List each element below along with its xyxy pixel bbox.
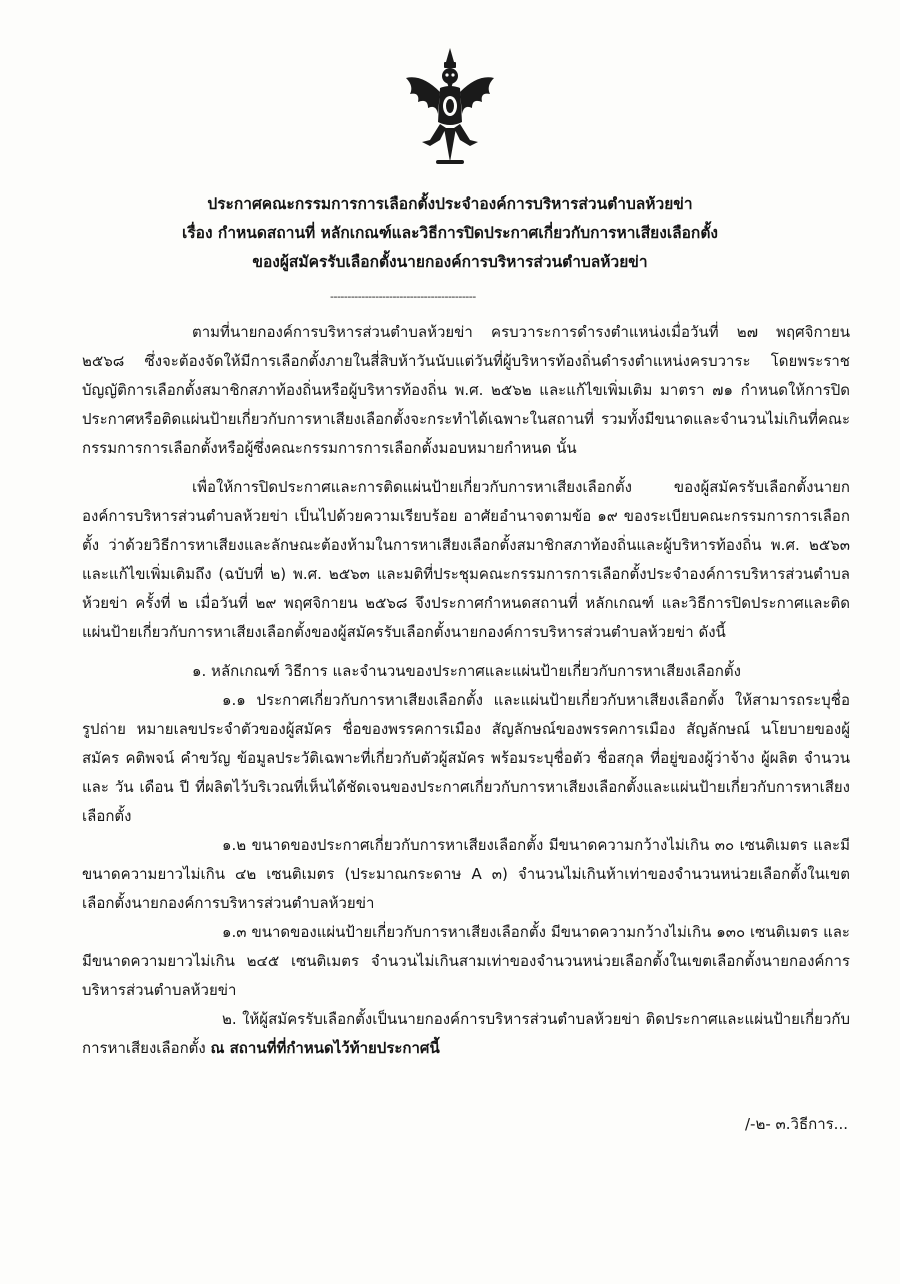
section-1-3: ๑.๓ ขนาดของแผ่นป้ายเกี่ยวกับการหาเสียงเลือกตั้ง มีขนาดความกว้างไม่เกิน ๑๓๐ เซนติเมตร และมีขนาดความยาวไม่เกิน ๒๔๕ เซนติเมตร จำนวนไม่เกินสามเท่าของจำนวนหน่วยเลือกตั้งในเขตเลือกตั้งนายกองค์การบริหารส่วนตำบลห้วยข่า bbox=[82, 923, 850, 999]
section-2-text: ๒. ให้ผู้สมัครรับเลือกตั้งเป็นนายกองค์การบริหารส่วนตำบลห้วยข่า ติดประกาศและแผ่นป้ายเกี่ยวกับการหาเสียงเลือกตั้ง bbox=[82, 1010, 850, 1057]
heading-line-3: ของผู้สมัครรับเลือกตั้งนายกองค์การบริหารส่วนตำบลห้วยข่า bbox=[252, 253, 648, 271]
paragraph-2: เพื่อให้การปิดประกาศและการติดแผ่นป้ายเกี่ยวกับการหาเสียงเลือกตั้ง ของผู้สมัครรับเลือกตั้งนายกองค์การบริหารส่วนตำบลห้วยข่า เป็นไปด้วยความเรียบร้อย อาศัยอำนาจตามข้อ ๑๙ ของระเบียบคณะกรรมการการเลือกตั้ง ว่าด้วยวิธีการหาเสียงและลักษณะต้องห้ามในการหาเสียงเลือกตั้งสมาชิกสภาท้องถิ่นและผู้บริหารท้องถิ่น พ.ศ. ๒๕๖๓ และแก้ไขเพิ่มเติมถึง (ฉบับที่ ๒) พ.ศ. ๒๕๖๓ และมติที่ประชุมคณะกรรมการการเลือกตั้งประจำองค์การบริหารส่วนตำบลห้วยข่า ครั้งที่ ๒ เมื่อวันที่ ๒๙ พฤศจิกายน ๒๕๖๘ จึงประกาศกำหนดสถานที่ หลักเกณฑ์ และวิธีการปิดประกาศและติดแผ่นป้ายเกี่ยวกับการหาเสียงเลือกตั้งของผู้สมัครรับเลือกตั้งนายกองค์การบริหารส่วนตำบลห้วยข่า ดังนี้ bbox=[82, 478, 850, 641]
section-2 bbox=[82, 1005, 850, 1063]
paragraph-1: ตามที่นายกองค์การบริหารส่วนตำบลห้วยข่า ครบวาระการดำรงตำแหน่งเมื่อวันที่ ๒๗ พฤศจิกายน ๒๕๖๘ ซึ่งจะต้องจัดให้มีการเลือกตั้งภายในสี่สิบห้าวันนับแต่วันที่ผู้บริหารท้องถิ่นดำรงตำแหน่งครบวาระ โดยพระราชบัญญัติการเลือกตั้งสมาชิกสภาท้องถิ่นหรือผู้บริหารท้องถิ่น พ.ศ. ๒๕๖๒ และแก้ไขเพิ่มเติม มาตรา ๗๑ กำหนดให้การปิดประกาศหรือติดแผ่นป้ายเกี่ยวกับการหาเสียงเลือกตั้งจะกระทำได้เฉพาะในสถานที่ รวมทั้งมีขนาดและจำนวนไม่เกินที่คณะกรรมการการเลือกตั้งหรือผู้ซึ่งคณะกรรมการการเลือกตั้งมอบหมายกำหนด นั้น bbox=[82, 323, 850, 457]
announcement-heading bbox=[60, 190, 840, 277]
document-body bbox=[82, 318, 850, 1063]
heading-subject: เรื่อง กำหนดสถานที่ หลักเกณฑ์และวิธีการปิดประกาศเกี่ยวกับการหาเสียงเลือกตั้ง bbox=[182, 224, 718, 242]
section-1-title: ๑. หลักเกณฑ์ วิธีการ และจำนวนของประกาศและแผ่นป้ายเกี่ยวกับการหาเสียงเลือกตั้ง bbox=[192, 662, 741, 680]
next-page-marker: /-๒- ๓.วิธีการ... bbox=[744, 1115, 848, 1133]
divider-line: ------------------------------------------ bbox=[330, 290, 476, 303]
section-2-location: ณ สถานที่ที่กำหนดไว้ท้ายประกาศนี้ bbox=[210, 1039, 440, 1057]
heading-line-1: ประกาศคณะกรรมการการเลือกตั้งประจำองค์การบริหารส่วนตำบลห้วยข่า bbox=[207, 195, 693, 213]
garuda-emblem-icon bbox=[400, 44, 500, 174]
section-1-2: ๑.๒ ขนาดของประกาศเกี่ยวกับการหาเสียงเลือกตั้ง มีขนาดความกว้างไม่เกิน ๓๐ เซนติเมตร และมีขนาดความยาวไม่เกิน ๔๒ เซนติเมตร (ประมาณกระดาษ A ๓) จำนวนไม่เกินห้าเท่าของจำนวนหน่วยเลือกตั้งในเขตเลือกตั้งนายกองค์การบริหารส่วนตำบลห้วยข่า bbox=[82, 836, 850, 912]
section-1-1: ๑.๑ ประกาศเกี่ยวกับการหาเสียงเลือกตั้ง และแผ่นป้ายเกี่ยวกับหาเสียงเลือกตั้ง ให้สามารถระบุชื่อ รูปถ่าย หมายเลขประจำตัวของผู้สมัคร ชื่อของพรรคการเมือง สัญลักษณ์ของพรรคการเมือง สัญลักษณ์ นโยบายของผู้สมัคร คติพจน์ คำขวัญ ข้อมูลประวัติเฉพาะที่เกี่ยวกับตัวผู้สมัคร พร้อมระบุชื่อตัว ชื่อสกุล ที่อยู่ของผู้ว่าจ้าง ผู้ผลิต จำนวน และ วัน เดือน ปี ที่ผลิตไว้บริเวณที่เห็นได้ชัดเจนของประกาศเกี่ยวกับการหาเสียงเลือกตั้งและแผ่นป้ายเกี่ยวกับการหาเสียงเลือกตั้ง bbox=[82, 691, 850, 825]
